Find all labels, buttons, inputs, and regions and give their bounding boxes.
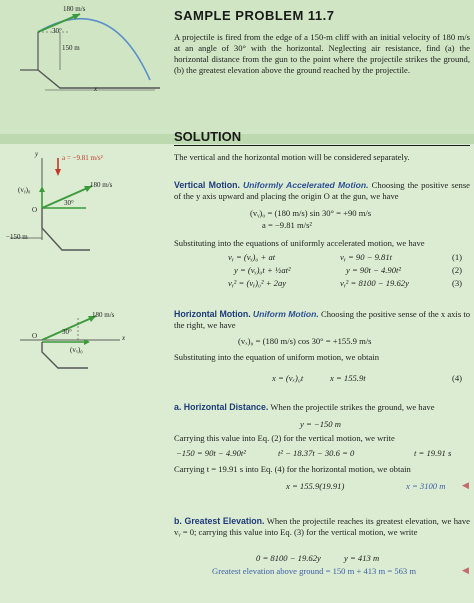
eq1-specific: vᵧ = 90 − 9.81t <box>340 252 393 262</box>
vy0-equation: (vᵧ)₀ = (180 m/s) sin 30° = +90 m/s <box>250 208 372 218</box>
fig1-y-axis-label: y <box>35 150 39 158</box>
solution-rule <box>174 145 470 146</box>
fig-height-label: 150 m <box>62 44 80 52</box>
solution-title: SOLUTION <box>174 129 242 144</box>
eq2-specific: y = 90t − 4.90t² <box>346 265 401 275</box>
fig2-x-axis-label: x <box>122 334 126 342</box>
fig2-vx0-label: (vₓ)₀ <box>70 346 83 354</box>
elevation-y-result: y = 413 m <box>344 553 380 563</box>
vertical-motion-figure <box>0 150 170 260</box>
eq3-general: vᵧ² = (vᵧ)₀² + 2ay <box>228 278 287 288</box>
fig1-v0-label: 180 m/s <box>90 181 113 189</box>
horizontal-subheading: Uniform Motion. <box>252 309 319 319</box>
eq1-number: (1) <box>452 252 463 262</box>
fig2-origin-label: O <box>32 332 38 340</box>
problem-figure <box>0 0 170 130</box>
part-b-heading: b. Greatest Elevation. <box>174 516 265 526</box>
solution-intro: The vertical and the horizontal motion will be considered separately. <box>174 152 410 162</box>
horizontal-sub-text: Substituting into the equation of uniform motion, we obtain <box>174 352 380 362</box>
problem-statement: A projectile is fired from the edge of a 150-m cliff with an initial velocity of 180 m/s at an angle of 30° with the horizontal. Neglecting air resistance, find (a) the horizontal distance from the gun to the point where the projectile strikes the ground, (b) the greatest elevation above the ground reached by the projectile. <box>174 32 470 75</box>
fig1-accel-label: a = −9.81 m/s² <box>62 154 103 162</box>
eq2-general: y = (vᵧ)₀t + ½at² <box>234 265 291 275</box>
part-b-text: When the projectile reaches its greatest elevation, we have vᵧ = 0; carrying this value into Eq. (3) for the vertical motion, we write <box>174 516 470 537</box>
horizontal-motion-paragraph <box>174 309 470 330</box>
eq-substituted: −150 = 90t − 4.90t² <box>176 448 246 458</box>
vertical-sub-text: Substituting into the equations of uniformly accelerated motion, we have <box>174 238 425 248</box>
eq3-number: (3) <box>452 278 463 288</box>
fig2-angle-label: 30° <box>62 328 72 336</box>
horizontal-motion-figure <box>0 308 170 378</box>
fig1-height-label: −150 m <box>6 233 28 241</box>
part-b-paragraph <box>174 516 470 537</box>
fig-v0-label: 180 m/s <box>63 5 86 13</box>
vertical-heading: Vertical Motion. <box>174 180 240 190</box>
eq4-number: (4) <box>452 373 463 383</box>
vertical-text: Choosing the positive sense of the y axis upward and placing the origin O at the gun, we have <box>174 180 470 201</box>
time-result: t = 19.91 s <box>414 448 452 458</box>
eq-quadratic: t² − 18.37t − 30.6 = 0 <box>278 448 355 458</box>
answer-marker-icon-2: ◀ <box>462 565 469 575</box>
vertical-subheading: Uniformly Accelerated Motion. <box>242 180 369 190</box>
part-a-paragraph <box>174 402 470 413</box>
fig1-angle-label: 30° <box>64 199 74 207</box>
eq4-specific: x = 155.9t <box>330 373 366 383</box>
eq2-number: (2) <box>452 265 463 275</box>
answer-marker-icon: ◀ <box>462 480 469 490</box>
sample-problem-title: SAMPLE PROBLEM 11.7 <box>174 8 335 23</box>
fig-x-label: x <box>94 85 98 93</box>
elevation-answer: Greatest elevation above ground = 150 m + 413 m = 563 m <box>212 566 417 576</box>
fig-angle-label: 30° <box>52 27 62 35</box>
fig1-vy0-label: (vᵧ)₀ <box>18 186 31 194</box>
horizontal-text: Choosing the positive sense of the x axis to the right, we have <box>174 309 471 330</box>
part-a-text-3: Carrying t = 19.91 s into Eq. (4) for the horizontal motion, we obtain <box>174 464 411 474</box>
accel-equation: a = −9.81 m/s² <box>262 220 312 230</box>
eq3-specific: vᵧ² = 8100 − 19.62y <box>340 278 409 288</box>
distance-answer: x = 3100 m <box>406 481 446 491</box>
eq4-general: x = (vₓ)₀t <box>272 373 304 383</box>
horizontal-heading: Horizontal Motion. <box>174 309 251 319</box>
eq1-general: vᵧ = (vᵧ)₀ + at <box>228 252 276 262</box>
part-a-text: When the projectile strikes the ground, we have <box>270 402 435 412</box>
vx0-equation: (vₓ)₀ = (180 m/s) cos 30° = +155.9 m/s <box>238 336 372 346</box>
ground-condition: y = −150 m <box>300 419 341 429</box>
fig2-v0-label: 180 m/s <box>92 311 115 319</box>
fig1-origin-label: O <box>32 206 38 214</box>
problem-text-block <box>174 8 470 76</box>
elevation-equation: 0 = 8100 − 19.62y <box>256 553 321 563</box>
distance-computation: x = 155.9(19.91) <box>286 481 345 491</box>
vertical-motion-paragraph <box>174 180 470 201</box>
part-a-heading: a. Horizontal Distance. <box>174 402 269 412</box>
part-a-text-2: Carrying this value into Eq. (2) for the vertical motion, we write <box>174 433 395 443</box>
